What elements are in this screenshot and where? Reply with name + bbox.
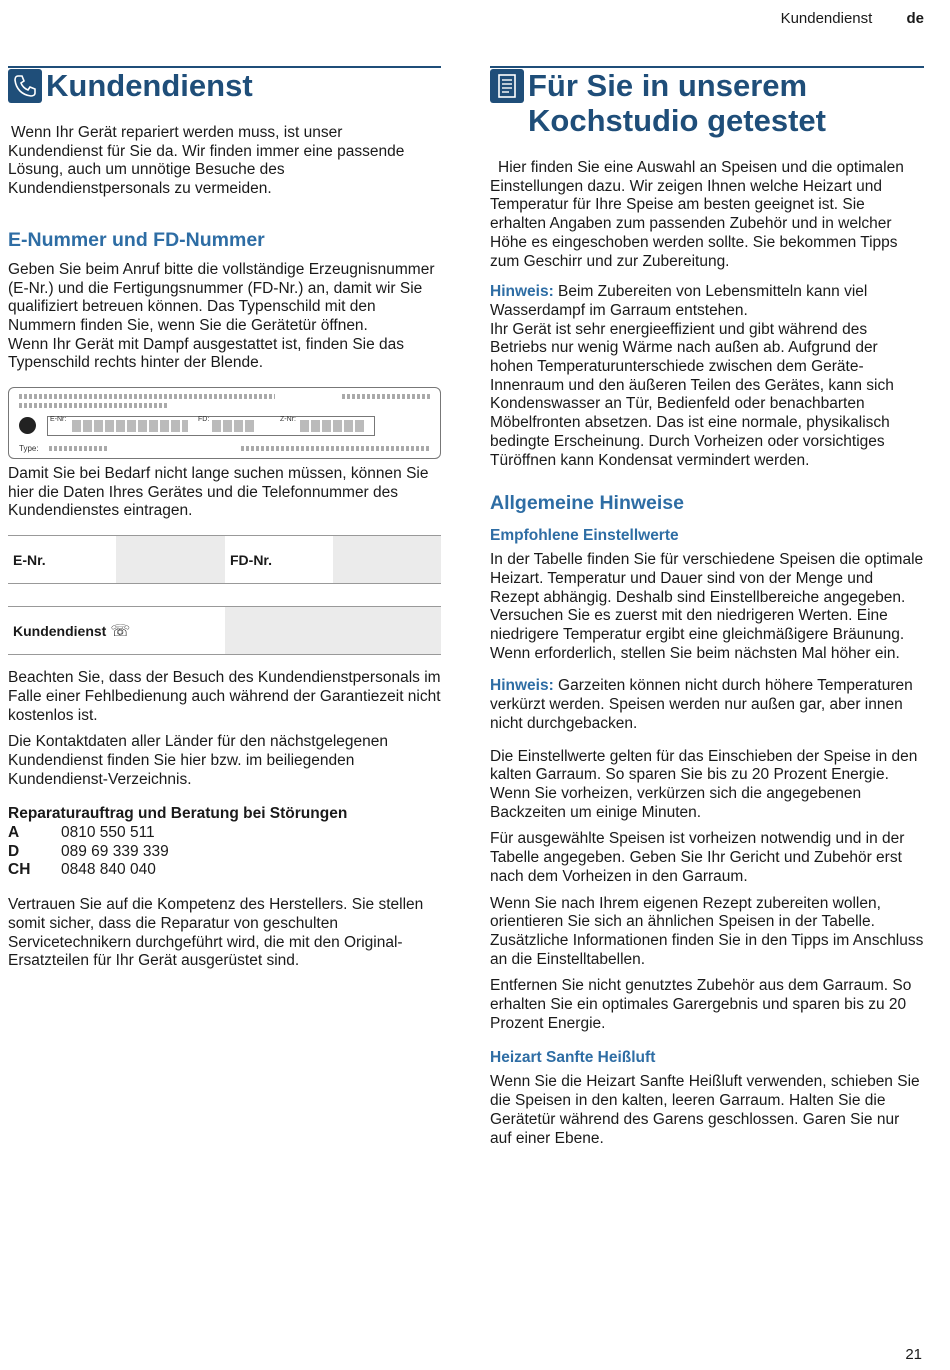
note-warranty: Beachten Sie, dass der Besuch des Kundendienstpersonals im Falle einer Fehlbedienung auch während der Garantiezeit nicht kostenlos ist. (8, 669, 441, 724)
trust-text: Vertrauen Sie auf die Kompetenz des Herstellers. Sie stellen somit sicher, dass die Reparatur von geschulten Servicetechnikern durchgeführt wird, die mit den Original-Ersatzteilen für Ihr Gerät ausgerüstet sind. (8, 896, 424, 970)
recipe-paragraph: Wenn Sie nach Ihrem eigenen Rezept zubereiten wollen, orientieren Sie sich an ähnlichen Speisen in der Tabelle. Zusätzliche Informationen finden Sie in den Tipps im Anschluss an die Einstelltabellen. (490, 894, 924, 968)
note-contacts: Die Kontaktdaten aller Länder für den nächstgelegenen Kundendienst finden Sie hier bzw. im beiliegenden Kundendienst-Verzeichnis. (8, 733, 389, 788)
enr-label: E-Nr. (13, 551, 46, 568)
intro-text: Wenn Ihr Gerät repariert werden muss, ist unser Kundendienst für Sie da. Wir finden immer eine passende Lösung, auch um unnötige Besuche des Kundendienstpersonals zu vermeiden. (8, 124, 405, 198)
recommended-heading: Empfohlene Einstellwerte (490, 527, 679, 545)
appliance-logo-icon (19, 417, 36, 434)
hinweis-garzeiten: Hinweis: Garzeiten können nicht durch höhere Temperaturen verkürzt werden. Speisen werden nur außen gar, aber innen nicht durchgebacken. (490, 677, 913, 732)
fdnr-label: FD-Nr. (230, 551, 272, 568)
typeplate-znr-label: Z-Nr: (280, 416, 296, 424)
phone-symbol-icon: ☏ (110, 622, 131, 640)
hotline-country: D (8, 842, 20, 860)
hotline-number: 0810 550 511 (61, 824, 155, 842)
heizart-heading: Heizart Sanfte Heißluft (490, 1049, 656, 1067)
record-text: Damit Sie bei Bedarf nicht lange suchen müssen, können Sie hier die Daten Ihres Gerätes und die Telefonnummer des Kundendienstes eintragen. (8, 465, 429, 520)
table-row (8, 606, 441, 655)
hotline-list (8, 824, 441, 880)
fdnr-value-field[interactable] (333, 536, 441, 583)
heizart-text: Wenn Sie die Heizart Sanfte Heißluft verwenden, schieben Sie die Speisen in den kalten, leeren Garraum. Halten Sie die Gerätetür während des Garens geschlossen. Garen Sie nur auf einer Ebene. (490, 1073, 920, 1147)
typeplate-type-label: Type: (19, 444, 39, 454)
hotline-country: A (8, 824, 20, 842)
enummer-heading: E-Nummer und FD-Nummer (8, 228, 265, 251)
kundendienst-label: Kundendienst ☏ (13, 622, 131, 640)
header-language: de (906, 10, 924, 27)
page-title-kundendienst: Kundendienst (46, 68, 253, 103)
typeplate-fd-label: FD: (198, 416, 210, 424)
table-row (8, 535, 441, 583)
hinweis-dampf: Hinweis: Beim Zubereiten von Lebensmitteln kann viel Wasserdampf im Garraum entstehen. (490, 283, 868, 319)
hotline-country: CH (8, 861, 31, 879)
typeplate-enr-label: E-Nr: (50, 416, 67, 424)
recommended-text: In der Tabelle finden Sie für verschiedene Speisen die optimale Heizart. Temperatur und Dauer sind von der Menge und Rezept abhängig. Deshalb sind Einstellbereiche angegeben. Versuchen Sie es zuerst mit den niedrigeren Werten. Eine niedrigere Temperatur ergibt eine gleichmäßigere Bräunung. Wenn erforderlich, stellen Sie beim nächsten Mal höher ein. (490, 551, 924, 662)
kochstudio-intro: Hier finden Sie eine Auswahl an Speisen und die optimalen Einstellungen dazu. Wir zeigen Ihnen welche Heizart und Temperatur für Ihre Speise am besten geeignet ist. Sie erhalten Angaben zum passenden Zubehör und in welcher Höhe es eingeschoben werden sollte. Sie bekommen Tipps zum Geschirr und zur Zubereitung. (490, 159, 904, 270)
preheat-paragraph: Für ausgewählte Speisen ist vorheizen notwendig und in der Tabelle angegeben. Geben Sie Ihr Gericht und Zubehör erst nach dem Vorheizen in den Garraum. (490, 830, 905, 885)
typeplate-number-box (47, 416, 375, 436)
enr-value-field[interactable] (116, 536, 225, 583)
page-number: 21 (905, 1346, 922, 1363)
hotline-number: 089 69 339 339 (61, 842, 169, 860)
energy-text: Ihr Gerät ist sehr energieeffizient und gibt während des Betriebs nur wenig Wärme nach außen ab. Aufgrund der hohen Temperaturunterschiede zwischen dem Geräte-Innenraum und den äußeren Teilen des Gerätes, kann sich Kondenswasser an Tür, Bedienfeld oder benachbarten Möbelfronten absetzen. Das ist eine normale, physikalisch bedingte Erscheinung. Durch Vorheizen oder vorsichtiges Türöffnen kann Kondensat vermindert werden. (490, 320, 894, 469)
service-record-table (8, 535, 441, 655)
hotline-number: 0848 840 040 (61, 861, 156, 879)
left-column (8, 66, 441, 971)
right-title-bar (490, 66, 924, 138)
right-column (490, 66, 924, 1148)
kundendienst-phone-field[interactable] (225, 607, 441, 654)
enummer-text-2: Wenn Ihr Gerät mit Dampf ausgestattet ist, finden Sie das Typenschild rechts hinter der Blende. (8, 335, 405, 372)
page-header (781, 10, 924, 27)
repair-heading: Reparaturauftrag und Beratung bei Störungen (8, 805, 348, 823)
general-heading: Allgemeine Hinweise (490, 492, 684, 515)
phone-icon (8, 69, 42, 103)
header-section: Kundendienst (780, 10, 873, 27)
enummer-text: Geben Sie beim Anruf bitte die vollständige Erzeugnisnummer (E-Nr.) und die Fertigungsnummer (FD-Nr.) an, damit wir Sie qualifiziert betreuen können. Das Typenschild mit den Nummern finden Sie, wenn Sie die Gerätetür öffnen. (8, 260, 435, 334)
document-icon (490, 69, 524, 103)
page-title-kochstudio: Für Sie in unserem Kochstudio getestet (528, 68, 826, 138)
accessory-paragraph: Entfernen Sie nicht genutztes Zubehör aus dem Garraum. So erhalten Sie ein optimales Garergebnis und sparen bis zu 20 Prozent Energie. (490, 977, 912, 1032)
typeplate-illustration (8, 387, 441, 459)
settings-paragraph: Die Einstellwerte gelten für das Einschieben der Speise in den kalten Garraum. So sparen Sie bis zu 20 Prozent Energie. Wenn Sie vorheizen, verkürzen sich die angegebenen Backzeiten um einige Minuten. (490, 747, 918, 821)
left-title-bar (8, 66, 441, 103)
